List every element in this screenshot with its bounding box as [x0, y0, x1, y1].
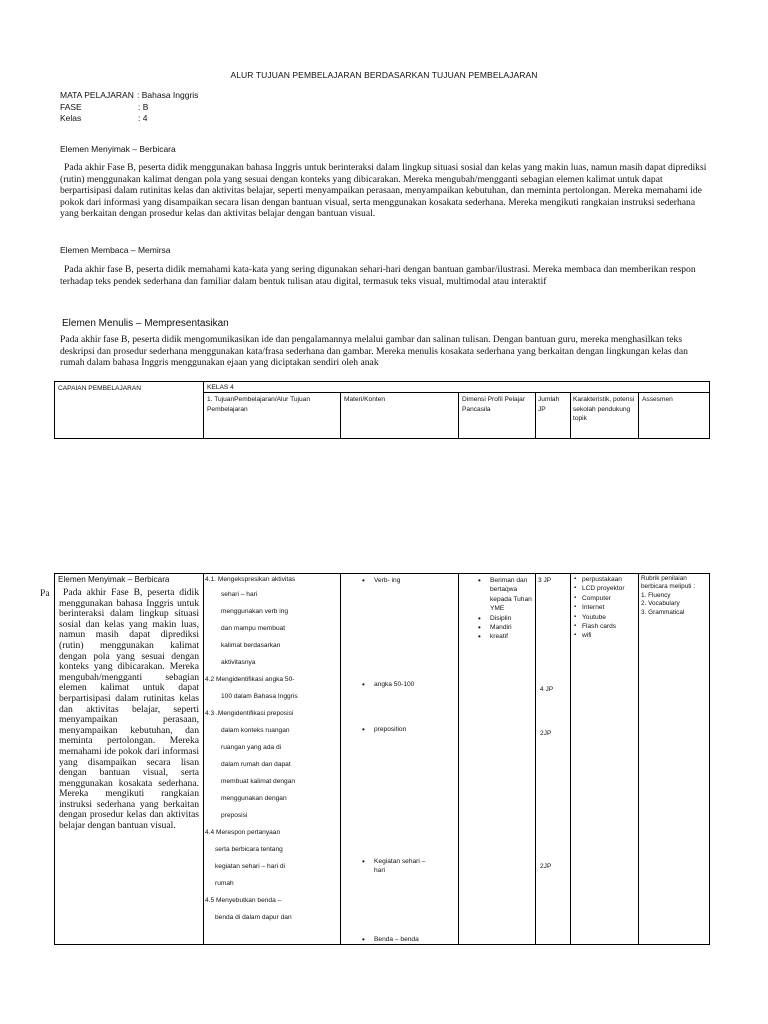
tp-line: 4.2 Mengidentifikasi angka 50-	[205, 676, 295, 683]
tp-line: dan mampu membuat	[221, 625, 286, 632]
tp-line: dalam konteks ruangan	[221, 727, 290, 734]
profil-item: • Mandiri	[476, 623, 532, 632]
tp-line: aktivitasnya	[221, 659, 256, 666]
header-tp: 1. TujuanPembelajaran/Alur Tujuan Pembelajaran	[207, 396, 311, 413]
jp-value: 2JP	[540, 863, 552, 870]
tp-line: 4.4 Merespon pertanyaan	[205, 829, 281, 836]
jp-value: 4 JP	[540, 686, 554, 693]
tp-line: menggunakan verb ing	[221, 608, 289, 615]
header-jp: Jumlah JP	[538, 396, 560, 413]
materi-text: • Verb- ing	[360, 576, 455, 585]
page-title: ALUR TUJUAN PEMBELAJARAN BERDASARKAN TUJUAN PEMBELAJARAN	[230, 70, 538, 80]
tp-line: dalam rumah dan dapat	[221, 761, 291, 768]
cp-text: Pada akhir Fase B, peserta didik menggunakan bahasa Inggris untuk berinteraksi dalam lingkup situasi sosial dan kelas yang makin luas, namun masih dapat diprediksi (rutin) menggunakan kalimat dengan pola yang sesuai dengan konteks yang dibicarakan. Mereka mengubah/mengganti sebagian elemen kalimat untuk dapat berpartisipasi dalam rutinitas kelas dan aktivitas belajar, seperti menyampaikan perasaan, menyampaikan kebutuhan, dan meminta pertolongan. Mereka memahami ide pokok dari informasi yang disampaikan secara lisan dengan bantuan visual, serta menggunakan kosakata sederhana. Mereka mengikuti rangkaian instruksi sederhana yang berkaitan dengan prosedur kelas dan aktivitas belajar dengan bantuan visual.	[59, 587, 199, 832]
karakteristik-item: ▪ Youtube	[572, 613, 638, 622]
header-profil: Dimensi Profil Pelajar Pancasila	[462, 396, 526, 413]
tp-line: preposisi	[221, 812, 248, 819]
tp-line: menggunakan dengan	[221, 795, 287, 802]
asesmen-line: 3. Grammatical	[641, 608, 685, 616]
materi-text: • Benda – benda	[360, 935, 455, 944]
table-header-cp-label: CAPAIAN PEMBELAJARAN	[58, 385, 142, 392]
section-heading-writing: Elemen Menulis – Mempresentasikan	[62, 318, 229, 329]
section-text-listening: Pada akhir Fase B, peserta didik menggunakan bahasa Inggris untuk berinteraksi dalam lingkup situasi sosial dan kelas yang makin luas, namun masih dapat diprediksi (rutin) menggunakan kalimat dengan pola yang sesuai dengan konteks yang dibicarakan. Mereka mengubah/mengganti sebagian elemen kalimat untuk dapat berpartisipasi dalam rutinitas kelas dan aktivitas belajar, seperti menyampaikan perasaan, menyampaikan kebutuhan, dan meminta pertolongan. Mereka memahami ide pokok dari informasi yang disampaikan secara lisan dengan bantuan visual, serta menggunakan kosakata sederhana. Mereka mengikuti rangkaian instruksi sederhana yang berkaitan dengan prosedur kelas dan aktivitas belajar dengan bantuan visual.	[60, 162, 707, 220]
asesmen-line: 1. Fluency	[641, 591, 671, 599]
meta-key: Kelas	[60, 113, 82, 123]
tp-line: 4.3 .Mengidentifikasi preposisi	[205, 710, 294, 717]
profil-item: • Beriman dan bertaqwa kepada Tuhan YME	[476, 576, 532, 614]
document-meta	[60, 89, 320, 124]
tp-line: 4.5 Menyebutkan benda –	[205, 897, 282, 904]
materi-text: • Kegiatan sehari – hari	[360, 857, 438, 876]
materi-item	[360, 857, 438, 876]
jp-cell	[535, 573, 571, 945]
section-text-reading: Pada akhir fase B, peserta didik memahami kata-kata yang sering digunakan sehari-hari dengan bantuan gambar/ilustrasi. Mereka membaca dan memberikan respon terhadap teks pendek sederhana dan familiar dalam bentuk tulisan atau digital, termasuk teks visual, multimodal atau interaktif	[60, 264, 696, 287]
section-heading-listening: Elemen Menyimak – Berbicara	[60, 144, 176, 154]
cp-prefix: Pa	[40, 588, 50, 599]
meta-value: : Bahasa Inggris	[137, 90, 199, 100]
tp-line: kalimat berdasarkan	[221, 642, 281, 649]
section-heading-reading: Elemen Membaca – Memirsa	[60, 245, 171, 255]
jp-value: 3 JP	[538, 577, 552, 584]
meta-key: MATA PELAJARAN	[60, 90, 134, 100]
asesmen-cell	[638, 573, 710, 945]
profil-item: • Disiplin	[476, 614, 532, 623]
tp-line: sehari – hari	[221, 591, 258, 598]
materi-text: • angka 50-100	[360, 680, 455, 689]
meta-value: : B	[138, 101, 149, 112]
profil-item: • kreatif	[476, 632, 532, 641]
materi-cell	[340, 573, 459, 945]
karakteristik-item: ▪ wifi	[572, 631, 638, 640]
cp-heading: Elemen Menyimak – Berbicara	[58, 575, 170, 584]
asesmen-line: 2. Vocabulary	[641, 600, 680, 608]
asesmen-list	[641, 575, 707, 617]
karakteristik-item: ▪ Computer	[572, 594, 638, 603]
tp-line: serta berbicara tentang	[215, 846, 283, 853]
tp-line: kegiatan sehari – hari di	[215, 863, 286, 870]
tp-line: rumah	[215, 880, 234, 887]
meta-value: : 4	[138, 113, 148, 123]
table-header-kelas-label: KELAS 4	[207, 384, 234, 391]
tp-line: membuat kalimat dengan	[221, 778, 296, 785]
materi-item	[360, 935, 455, 944]
tp-line: 4.1. Mengekspresikan aktivitas	[205, 576, 296, 583]
tp-line: ruangan yang ada di	[221, 744, 282, 751]
header-materi: Materi/Konten	[344, 396, 386, 403]
header-karakteristik: Karakteristik, potensi sekolah pendukung topik	[573, 396, 635, 422]
meta-row-phase	[60, 101, 320, 113]
karakteristik-item: ▪ Internet	[572, 603, 638, 612]
meta-key: FASE	[60, 101, 82, 112]
jp-value: 2JP	[540, 730, 552, 737]
karakteristik-list	[572, 575, 638, 641]
profil-list	[476, 576, 532, 642]
karakteristik-item: ▪ LCD proyektor	[572, 584, 638, 593]
karakteristik-item: ▪ Flash cards	[572, 622, 638, 631]
materi-item	[360, 680, 455, 689]
materi-item	[360, 576, 455, 585]
karakteristik-item: ▪ perpustakaan	[572, 575, 638, 584]
tp-list	[205, 574, 339, 926]
header-asesmen: Assesmen	[642, 396, 673, 403]
tp-line: 100 dalam Bahasa Inggris	[221, 693, 298, 700]
materi-text: • preposition	[360, 725, 455, 734]
section-text-writing: Pada akhir fase B, peserta didik mengomunikasikan ide dan pengalamannya melalui gambar dan salinan tulisan. Dengan bantuan guru, mereka menghasilkan teks deskripsi dan prosedur sederhana menggunakan kata/frasa sederhana dan gambar. Mereka menulis kosakata sederhana yang berkaitan dengan lingkungan kelas dan rumah dalam bahasa Inggris menggunakan ejaan yang diciptakan sendiri oleh anak	[60, 334, 688, 369]
meta-row-subject	[60, 89, 320, 101]
materi-item	[360, 725, 455, 734]
meta-row-class	[60, 112, 320, 124]
tp-line: benda di dalam dapur dan	[215, 914, 292, 921]
asesmen-line: Rubrik penilaian berbicara meliputi :	[641, 575, 695, 591]
